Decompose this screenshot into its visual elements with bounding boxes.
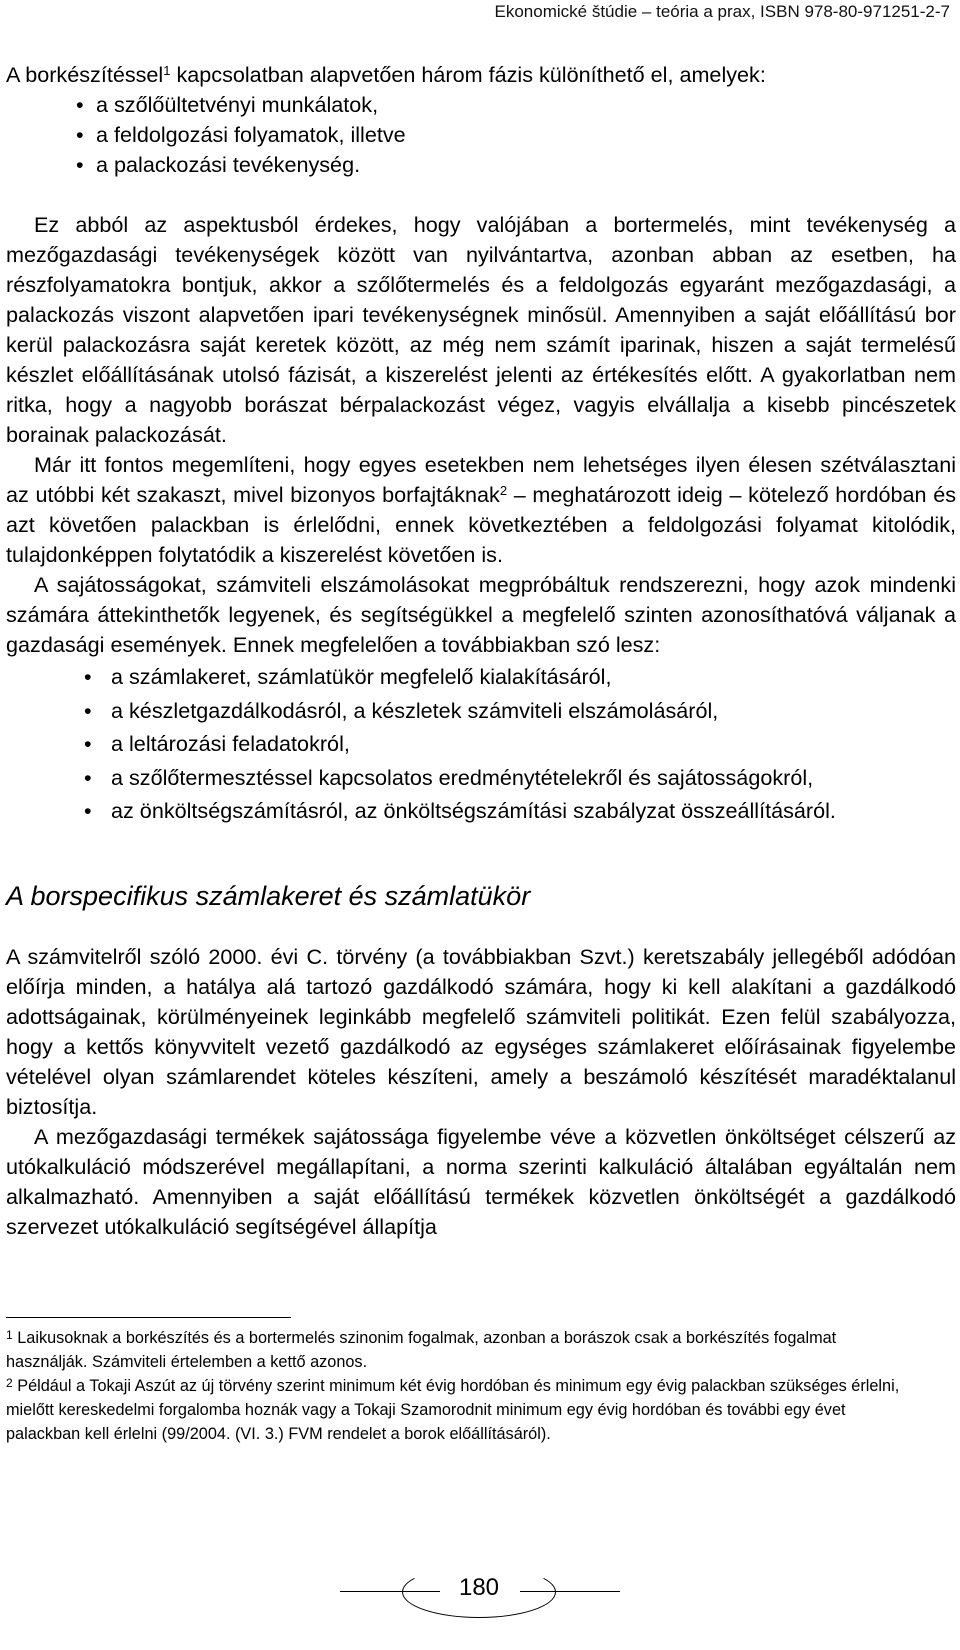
running-header: Ekonomické štúdie – teória a prax, ISBN 978-80-971251-2-7 xyxy=(494,2,950,21)
footnote-number: 1 xyxy=(6,1328,13,1342)
section-heading: A borspecifikus számlakeret és számlatükör xyxy=(6,880,531,911)
topic-list xyxy=(6,660,956,828)
footnote-divider xyxy=(6,1317,291,1318)
footnotes xyxy=(6,1326,906,1446)
paragraph-2-start: Már itt fontos megemlíteni, hogy egyes esetekben nem lehetséges ilyen élesen szétválasztani az utóbbi két szakaszt, mivel bizonyos borfajtáknak xyxy=(6,452,956,507)
body-text xyxy=(6,60,956,1242)
bullet-icon: • xyxy=(84,764,92,790)
paragraph-1: Ez abból az aspektusból érdekes, hogy valójában a bortermelés, mint tevékenység a mezőgazdasági tevékenységek között van nyilvántartva, azonban abban az esetben, ha részfolyamatokra bontjuk, akkor a szőlőtermelés és a feldolgozás egyaránt mezőgazdasági, a palackozás viszont alapvetően ipari tevékenységnek minősül. Amennyiben a saját előállítású bor kerül palackozásra saját keretek között, az még nem számít iparinak, hiszen a saját termelésű készlet előállításának utolsó fázisát, a kiszerelést jelenti az értékesítés előtt. A gyakorlatban nem ritka, hogy a nagyobb borászat bérpalackozást végez, vagyis elvállalja a kisebb pincészetek borainak palackozását. xyxy=(6,212,956,447)
list-item: • a készletgazdálkodásról, a készletek számviteli elszámolásáról, xyxy=(6,694,956,728)
list-item: • a feldolgozási folyamatok, illetve xyxy=(6,120,956,150)
paragraph-3: A sajátosságokat, számviteli elszámolásokat megpróbáltuk rendszerezni, hogy azok mindenki számára áttekinthetők legyenek, és segítségükkel a megfelelő szinten azonosíthatóvá váljanak a gazdasági események. Ennek megfelelően a továbbiakban szó lesz: xyxy=(6,572,956,657)
footnote-text: Például a Tokaji Aszút az új törvény szerint minimum két évig hordóban és minimum egy évig palackban szükséges érlelni, mielőtt kereskedelmi forgalomba hoznák vagy a Tokaji Szamorodnit minimum egy évig hordóban és további egy évet palackban kell érlelni (99/2004. (VI. 3.) FVM rendelet a borok előállításáról). xyxy=(6,1377,900,1443)
list-item: • a szőlőültetvényi munkálatok, xyxy=(6,90,956,120)
footnote-ref-2[interactable]: 2 xyxy=(499,483,508,498)
list-item: • a szőlőtermesztéssel kapcsolatos eredménytételekről és sajátosságokról, xyxy=(6,761,956,795)
bullet-icon: • xyxy=(76,122,84,147)
paragraph-5: A mezőgazdasági termékek sajátossága figyelembe véve a közvetlen önköltséget célszerű az utókalkuláció módszerével megállapítani, a norma szerinti kalkuláció általában egyáltalán nem alkalmazható. Amennyiben a saját előállítású termékek közvetlen önköltségét a gazdálkodó szervezet utókalkuláció segítségével állapítja xyxy=(6,1123,956,1239)
list-item: • a számlakeret, számlatükör megfelelő kialakításáról, xyxy=(6,660,956,694)
intro-text-end: kapcsolatban alapvetően három fázis különíthető el, amelyek: xyxy=(170,62,766,87)
bullet-icon: • xyxy=(84,664,92,689)
intro-sentence xyxy=(6,60,956,90)
paragraph-4: A számvitelről szóló 2000. évi C. törvény (a továbbiakban Szvt.) keretszabály jellegéből adódóan előírja minden, a hatálya alá tartozó gazdálkodó számára, hogy ki kell alakítani a gazdálkodó adottságainak, körülményeinek leginkább megfelelő számviteli politikát. Ezen felül szabályozza, hogy a kettős könyvvitelt vezető gazdálkodó az egységes számlakeret előírásainak figyelembe vételével olyan számlarendet köteles készíteni, amely a beszámoló készítését maradéktalanul biztosítja. xyxy=(6,943,956,1119)
list-item: • az önköltségszámításról, az önköltségszámítási szabályzat összeállításáról. xyxy=(6,794,956,828)
footnote-text: Laikusoknak a borkészítés és a bortermelés szinonim fogalmak, azonban a borászok csak a borkészítés fogalmat használják. Számviteli értelemben a kettő azonos. xyxy=(6,1329,837,1371)
list-item: • a palackozási tevékenység. xyxy=(6,150,956,180)
bullet-icon: • xyxy=(76,92,84,117)
spacer xyxy=(6,180,956,210)
footnote-number: 2 xyxy=(6,1376,13,1390)
bullet-icon: • xyxy=(84,697,92,723)
bullet-icon: • xyxy=(76,152,84,177)
bullet-icon: • xyxy=(84,731,92,756)
bullet-icon: • xyxy=(84,798,92,823)
paragraph-2 xyxy=(6,450,956,570)
phase-list xyxy=(6,90,956,180)
paragraph-2-end: – meghatározott ideig – kötelező hordóban és azt követően palackban is érlelődni, ennek következtében a feldolgozási folyamat kitolódik, tulajdonképpen folytatódik a kiszerelést követően is. xyxy=(6,482,957,567)
intro-text-start: A borkészítéssel xyxy=(6,62,164,87)
page-number: 180 xyxy=(458,1574,500,1601)
list-item: • a leltározási feladatokról, xyxy=(6,727,956,761)
footnote-2 xyxy=(6,1374,906,1446)
footnote-ref-1[interactable]: 1 xyxy=(163,63,171,78)
footnote-1 xyxy=(6,1326,906,1374)
